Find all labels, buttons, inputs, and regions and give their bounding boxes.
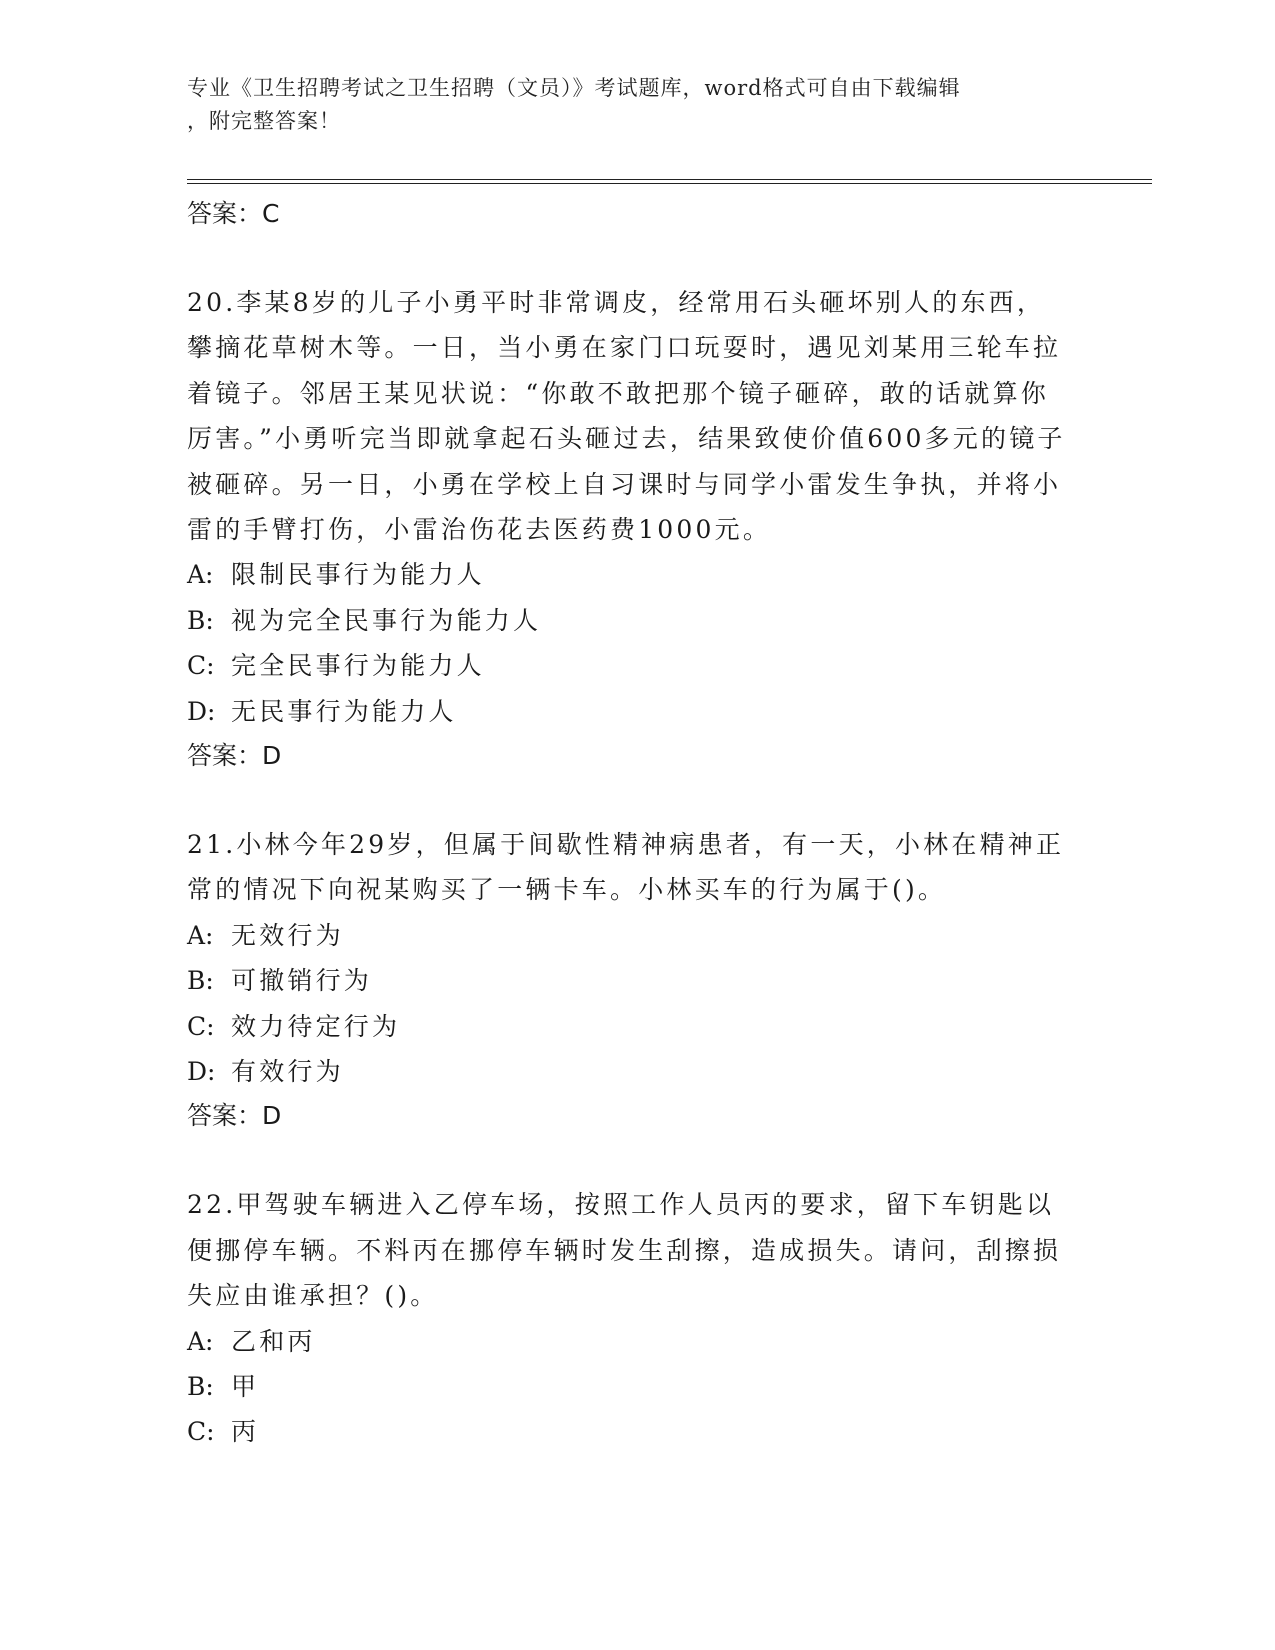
option-label: D:: [187, 696, 216, 726]
question-text: 20.李某8岁的儿子小勇平时非常调皮，经常用石头砸坏别人的东西，攀摘花草树木等。一日，当小勇在家门口玩耍时，遇见刘某用三轮车拉着镜子。邻居王某见状说：“你敢不敢把那个镜子砸碎，敢的话就算你厉害。”小勇听完当即就拿起石头砸过去，结果致使价值600多元的镜子被砸碎。另一日，小勇在学校上自习课时与同学小雷发生争执，并将小雷的手臂打伤，小雷治伤花去医药费1000元。: [187, 288, 1066, 545]
header-divider-top: [187, 179, 1152, 180]
option-b: [187, 1364, 1067, 1409]
option-b: [187, 958, 1067, 1003]
option-label: B:: [187, 966, 214, 996]
option-text: 甲: [231, 1371, 260, 1401]
option-label: A:: [187, 560, 214, 590]
header-divider-bottom: [187, 183, 1152, 184]
answer-line: 答案：C: [187, 199, 280, 228]
option-text: 可撤销行为: [231, 966, 373, 996]
option-label: C:: [187, 1417, 215, 1447]
option-label: B:: [187, 1371, 214, 1401]
header-line-2: ，附完整答案！: [187, 109, 341, 133]
option-label: A:: [187, 1326, 214, 1356]
option-text: 无效行为: [231, 920, 344, 950]
option-a: [187, 1319, 1067, 1364]
option-text: 限制民事行为能力人: [231, 560, 485, 590]
option-a: [187, 552, 1067, 597]
option-b: [187, 598, 1067, 643]
option-d: [187, 1049, 1067, 1094]
question-text: 21.小林今年29岁，但属于间歇性精神病患者，有一天，小林在精神正常的情况下向祝某购买了一辆卡车。小林买车的行为属于()。: [187, 830, 1065, 905]
option-text: 效力待定行为: [231, 1011, 401, 1041]
option-text: 有效行为: [231, 1056, 344, 1086]
option-a: [187, 913, 1067, 958]
option-text: 乙和丙: [231, 1326, 316, 1356]
answer-line: 答案：D: [187, 1101, 282, 1131]
question-21: [187, 822, 1067, 1138]
document-body: [187, 192, 1067, 1455]
question-20: [187, 280, 1067, 778]
option-d: [187, 689, 1067, 734]
document-header: [187, 72, 1087, 138]
option-text: 完全民事行为能力人: [231, 651, 485, 681]
option-label: C:: [187, 651, 215, 681]
option-label: B:: [187, 605, 214, 635]
option-label: C:: [187, 1011, 215, 1041]
option-c: [187, 643, 1067, 688]
option-label: A:: [187, 920, 214, 950]
header-line-1: 专业《卫生招聘考试之卫生招聘（文员）》考试题库，word格式可自由下载编辑: [187, 76, 961, 100]
option-label: D:: [187, 1056, 216, 1086]
question-text: 22.甲驾驶车辆进入乙停车场，按照工作人员丙的要求，留下车钥匙以便挪停车辆。不料丙在挪停车辆时发生刮擦，造成损失。请问，刮擦损失应由谁承担？()。: [187, 1190, 1062, 1311]
option-text: 丙: [231, 1417, 260, 1447]
answer-line: 答案：D: [187, 741, 282, 770]
question-22: [187, 1182, 1067, 1454]
option-c: [187, 1004, 1067, 1049]
option-c: [187, 1409, 1067, 1454]
option-text: 视为完全民事行为能力人: [231, 605, 542, 635]
option-text: 无民事行为能力人: [231, 696, 457, 726]
